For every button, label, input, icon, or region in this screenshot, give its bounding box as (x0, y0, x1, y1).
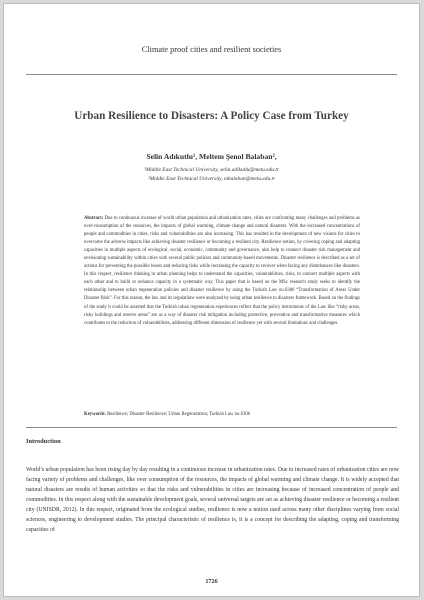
running-header: Climate proof cities and resilient societies (141, 45, 282, 54)
page-number: 1726 (205, 578, 218, 585)
keywords-text: : Resilience; Disaster Resilience; Urban Regeneration; Turkish Law no.6306 (104, 412, 251, 417)
keywords (84, 412, 360, 417)
header-divider (26, 74, 397, 75)
keywords-label: Keywords (84, 412, 105, 417)
section-divider (26, 427, 397, 428)
affiliation-1: ¹Middle East Technical University, selin.adikutlu@metu.edu.tr (144, 167, 279, 173)
abstract (84, 215, 360, 328)
paper-title: Urban Resilience to Disasters: A Policy Case from Turkey (74, 110, 349, 122)
abstract-label: Abstract: (84, 216, 104, 221)
section-heading-introduction: Introduction (26, 438, 61, 445)
abstract-text: Due to continuous increase of world urban population and urbanization rates, cities are confronting many challenges and problems as over-consumption of the resources, the impacts of global warming, climate change and natural disasters. With the increased concentrations of people and commodities in cities, risks and vulnerabilities are also increasing. This has resulted in the development of new visions for cities to overcome the adverse impacts like achieving disaster resilience or becoming a resilient city. Resilience notion, by covering coping and adapting capacities in multiple aspects of ecological, social, economic, community and governance, also help to connect disaster risk management and envisioning sustainability within cities with several public policies and community-based movements. Disaster resilience is described as a set of actions for preventing the possible losses and reducing risks while increasing the capacity to recover when facing any disturbances like disasters. In this respect, resilience thinking in urban planning helps to understand the capacities, vulnerabilities, risks, to connect multiple aspects with each other and to build or enhance capacity in a systematic way. This paper that is based on the MSc research study seeks to identify the relationship between urban regeneration policies and disaster resilience by using the Turkish Law no.6306 “Transformation of Areas Under Disaster Risk”. For this reason, the law and its regulations were analyzed by using urban resilience to disasters framework. Based on the findings of the study it could be asserted that the Turkish urban regeneration experiences reflect that the policy instruments of the Law like “risky areas, risky buildings and reserve areas” are as a way of disaster risk mitigation including protective, preventive and transformative measures which contributes to the reduction of vulnerabilities, addressing different dimension of resilience yet with several limitations and challenges. (84, 216, 361, 326)
affiliation-2: ²Middle East Technical University, mbalaban@metu.edu.tr (147, 176, 276, 182)
author-list: Selin Adıkutlu¹, Meltem Şenol Balaban², (146, 152, 277, 161)
paper-page (3, 3, 420, 597)
body-paragraph: World’s urban population has been rising day by day resulting in a continuous increase in urbanization rates. Due to increased rates of urbanization cities are now facing variety of problems and challenges, like over consumption of the resources, the impacts of global warming and climate change. It is widely accepted that natural disasters are results of human activities so that the risks and vulnerabilities in cities are increasing because of increased concentration of people and commodities. In this respect along with the sustainable development goals, several universal targets are set as achieving disaster resilience or becoming a resilient city (UNISDR, 2012). In this respect, originated from the ecological studies, resilience is now a notion used across many other disciplines varying from social sciences, engineering to development studies. The principal characteristic of resilience is, it is a concept for describing the adapting, coping and transforming capacities of (26, 467, 399, 533)
